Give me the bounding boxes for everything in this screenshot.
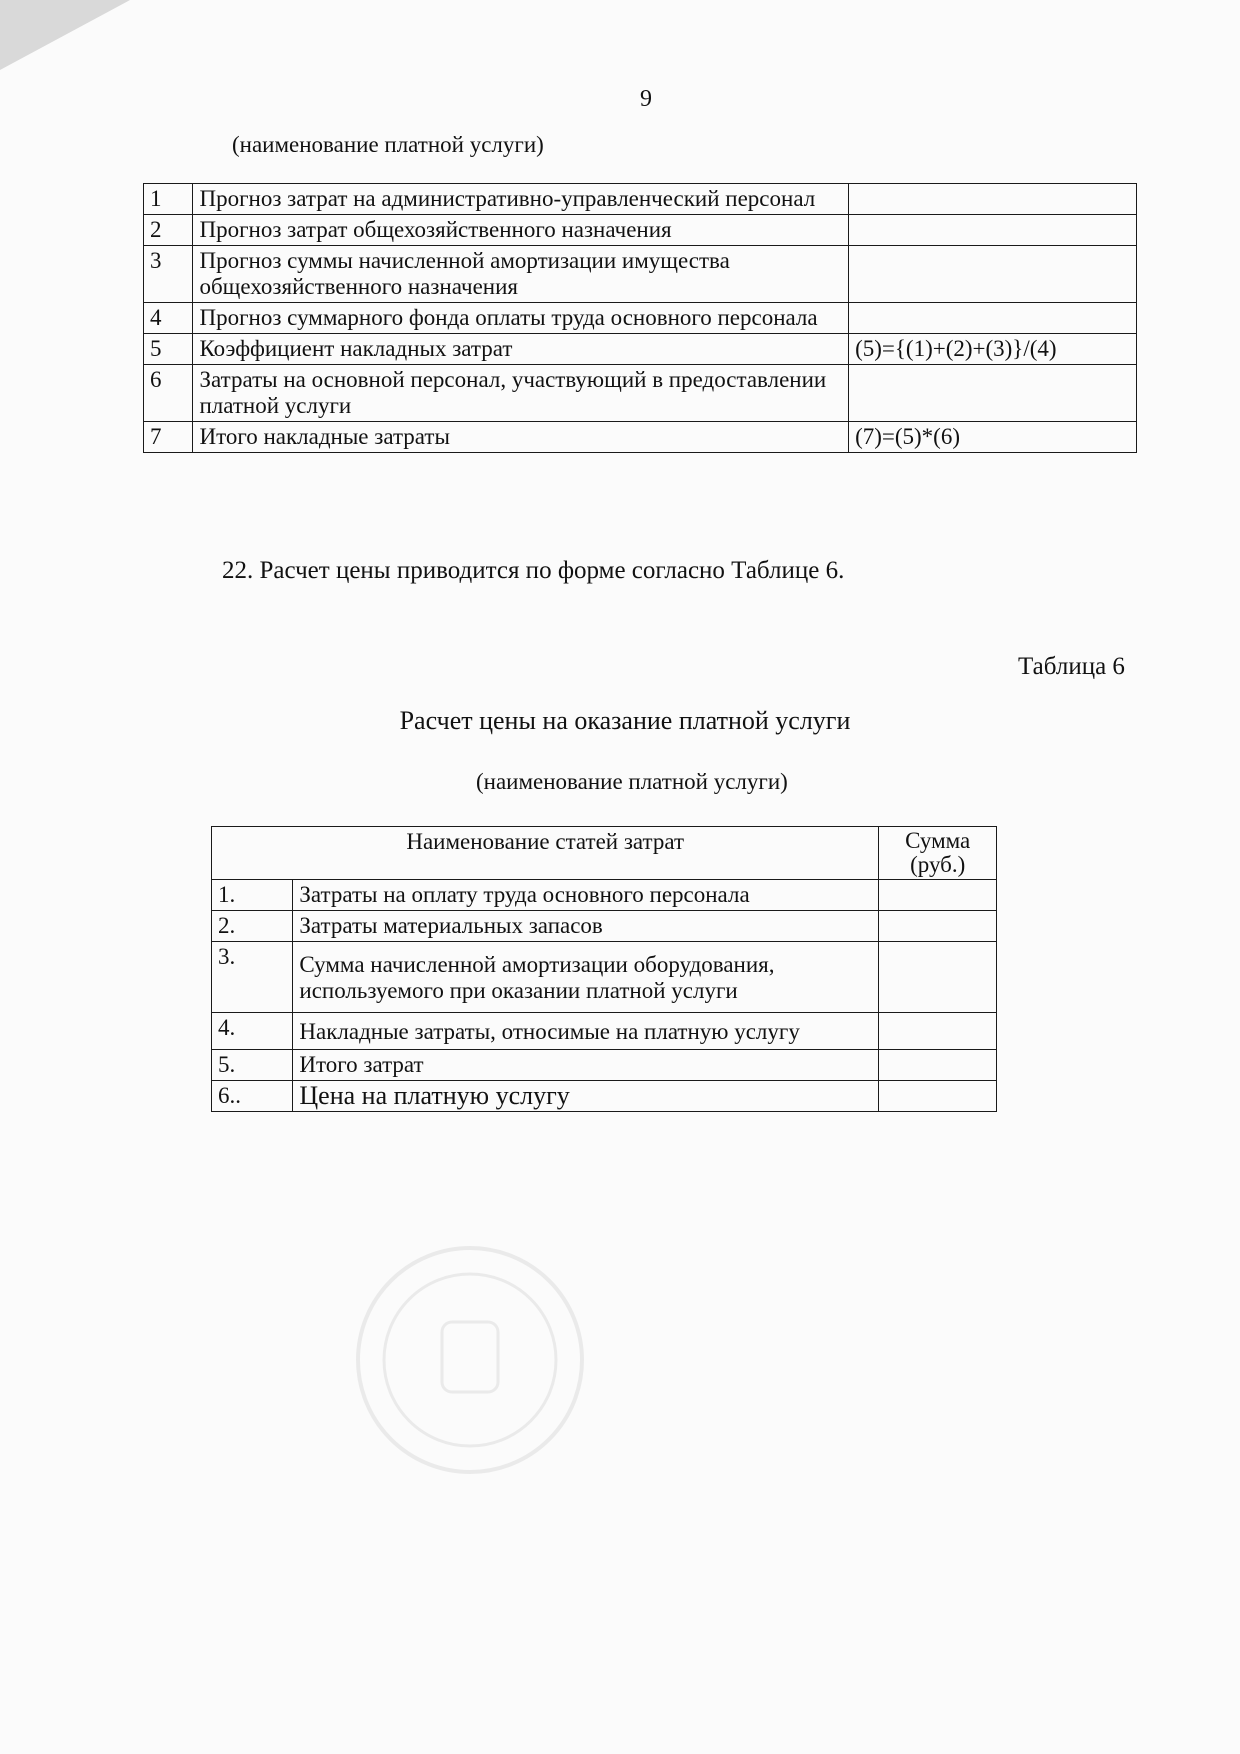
row-name: Накладные затраты, относимые на платную услугу [293,1013,879,1050]
header-sum: Сумма (руб.) [879,827,997,880]
row-name: Сумма начисленной амортизации оборудования, используемого при оказании платной услуги [293,942,879,1013]
row-number: 3 [144,246,193,303]
row-name: Итого затрат [293,1050,879,1081]
row-sum [879,911,997,942]
row-sum [879,1013,997,1050]
row-sum [879,942,997,1013]
row-number: 7 [144,422,193,453]
row-name: Прогноз затрат общехозяйственного назначения [193,215,849,246]
row-name: Затраты материальных запасов [293,911,879,942]
clause-22-text: 22. Расчет цены приводится по форме согласно Таблице 6. [222,557,845,584]
row-value: (5)={(1)+(2)+(3)}/(4) [849,334,1137,365]
row-name: Затраты на оплату труда основного персонала [293,880,879,911]
row-value [849,215,1137,246]
row-number: 2. [212,911,293,942]
row-number: 4. [212,1013,293,1050]
header-cost-items: Наименование статей затрат [212,827,879,880]
row-value [849,303,1137,334]
service-name-caption: (наименование платной услуги) [476,769,788,794]
row-value [849,184,1137,215]
section-heading: Расчет цены на оказание платной услуги [399,706,851,735]
page-number: 9 [640,86,652,112]
price-calculation-table [211,826,997,1112]
folded-corner-shadow [0,0,140,80]
row-value [849,246,1137,303]
row-number: 6 [144,365,193,422]
row-sum [879,1081,997,1112]
row-number: 6.. [212,1081,293,1112]
row-number: 2 [144,215,193,246]
table-header-row [212,827,997,880]
table-row [144,303,1137,334]
row-name: Прогноз затрат на административно-управленческий персонал [193,184,849,215]
row-value [849,365,1137,422]
table-label: Таблица 6 [1018,653,1125,680]
row-number: 5 [144,334,193,365]
table-row [144,246,1137,303]
table-row [144,334,1137,365]
row-number: 1 [144,184,193,215]
table-row [212,880,997,911]
table-row [144,422,1137,453]
row-number: 1. [212,880,293,911]
table-row [144,184,1137,215]
table-row [144,365,1137,422]
table-row [212,1081,997,1112]
table-row [212,942,997,1013]
row-number: 5. [212,1050,293,1081]
row-name: Прогноз суммы начисленной амортизации имущества общехозяйственного назначения [193,246,849,303]
row-value: (7)=(5)*(6) [849,422,1137,453]
table-row [144,215,1137,246]
row-number: 4 [144,303,193,334]
row-name: Затраты на основной персонал, участвующий в предоставлении платной услуги [193,365,849,422]
row-sum [879,880,997,911]
table-row [212,911,997,942]
row-name: Итого накладные затраты [193,422,849,453]
row-number: 3. [212,942,293,1013]
table-row [212,1013,997,1050]
faint-seal-stamp [350,1240,590,1480]
service-name-caption: (наименование платной услуги) [232,132,544,157]
row-name: Коэффициент накладных затрат [193,334,849,365]
overhead-cost-table [143,183,1137,453]
table-row [212,1050,997,1081]
row-name: Цена на платную услугу [293,1081,879,1112]
row-name: Прогноз суммарного фонда оплаты труда основного персонала [193,303,849,334]
row-sum [879,1050,997,1081]
